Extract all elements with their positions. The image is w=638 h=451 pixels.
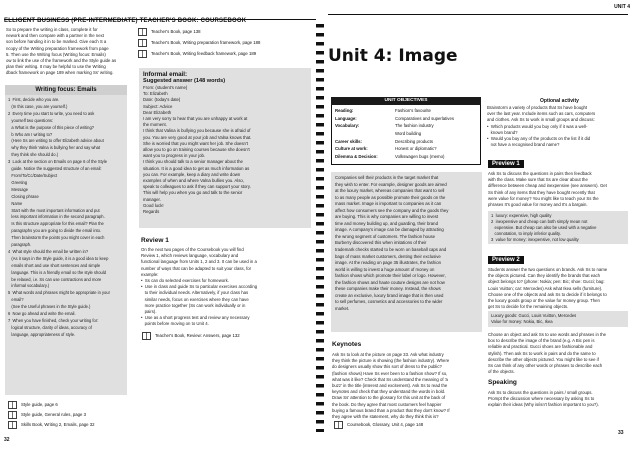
spiral-ring [316, 330, 324, 334]
answer-line: 2 inexpensive and cheap can both simply mean not [491, 219, 588, 224]
spiral-ring [316, 159, 324, 163]
text-line: Students answer the two questions on brands. Ask Ss to name [488, 267, 608, 272]
spiral-ring [316, 213, 324, 217]
keynotes-body [332, 352, 484, 420]
text-line: to as many people as possible promote their goods on the [335, 194, 446, 200]
spiral-ring [316, 384, 324, 388]
text-line: Draw Ss' attention to the glossary for this unit at the back of [332, 395, 446, 401]
book-icon [8, 411, 17, 419]
spiral-ring [316, 150, 324, 154]
text-line: known brand? [487, 129, 518, 135]
text-line: buzz' in the title (interest and excitement). Ask Ss to read the [332, 383, 448, 389]
text-line: market. [335, 305, 350, 311]
step-line: Name [8, 200, 23, 206]
book-icon [138, 39, 147, 47]
preview-2-body [488, 267, 628, 310]
page-number-right: 33 [618, 430, 624, 436]
text-line: So to prepare the writing in class, complete it for [6, 27, 98, 32]
step-line: Closing phrase [8, 193, 39, 199]
text-line: they agree with the statement, why do they think this is? [332, 414, 439, 420]
email-line: you can. For example, keep a diary and write down [143, 171, 241, 177]
reference-label: Skills Book, Writing 2, Emails, page 32 [21, 422, 95, 427]
text-line: bags of mass market customers, denting their exclusive [335, 253, 441, 259]
spiral-ring [316, 276, 324, 280]
objective-key: Career skills: [335, 138, 362, 144]
spiral-ring [316, 105, 324, 109]
spiral-ring [316, 168, 324, 172]
step-line: less important information in the second paragraph. [8, 214, 105, 220]
text-line: similar needs, focus on exercises where they can have [141, 296, 249, 302]
text-line: to sell perfumes, cosmetics and accessories to the wider [335, 299, 443, 305]
email-line: Regards [143, 209, 160, 215]
spiral-ring [316, 411, 324, 415]
text-line: Louis Vuitton; car: Mercedes) Ask what Ikea sells (furniture). [488, 285, 603, 291]
step-line: b Who am I writing to? [8, 131, 53, 137]
email-line: She is worried that you might want her job. She doesn't [143, 140, 248, 146]
reference-label: Coursebook, Glossary, Unit 4, page 148 [347, 422, 424, 427]
text-line: functional language from Units 1, 2 and 3. It can be used in a [141, 259, 257, 265]
step-line: language. This is a friendly email so the style should [8, 269, 107, 275]
reference-label: Teacher's Book, Writing feedback framework, page 189 [151, 51, 257, 56]
text-line: • Would you buy any of the products on the list if it did [487, 136, 591, 142]
text-line: nework and then compare with a partner in the next [6, 33, 104, 39]
text-line: Review 1, which reviews language, vocabulary and [141, 253, 239, 259]
speaking-title: Speaking [488, 379, 517, 386]
step-line: paragraph. [8, 242, 32, 248]
text-line: more practice together (Ss can work individually or in [141, 302, 246, 308]
step-line: guide. Notice the suggested structure of an email: [8, 166, 102, 172]
objective-key: Reading: [335, 108, 354, 113]
text-line: they think the picture is showing (the fashion industry). Where [332, 358, 450, 364]
answer-line: Luxury goods: Gucci, Louis Vuitton, Mercedes [491, 313, 577, 318]
step-line: 6 Now go ahead and write the email. [8, 311, 76, 317]
text-line: difference between cheap and inexpensive (see answers). Get [488, 183, 607, 189]
objective-row [335, 116, 481, 124]
spiral-ring [316, 303, 324, 307]
step-line: yourself two questions: [8, 117, 54, 123]
running-header-left [4, 9, 316, 24]
reference-row[interactable] [138, 39, 308, 48]
text-line: were value for money? You might like to teach your Ss the [488, 195, 599, 201]
objective-value: Word building [395, 131, 422, 137]
spiral-ring [316, 231, 324, 235]
text-line: Prompt the discussion where necessary by asking Ss to [488, 396, 595, 402]
step-line: (Here Ss are writing to offer Elizabeth advice about [8, 138, 104, 144]
step-line: Greeting [8, 179, 28, 185]
email-line: Good luck! [143, 202, 164, 208]
book-icon [138, 28, 147, 36]
answer-line: 3 value for money: inexpensive, not low quality [491, 237, 579, 242]
text-line: • Use as a short progress test and review any necessary [141, 315, 250, 321]
spiral-ring [316, 222, 324, 226]
text-line: keynotes and check that they understand the words in bold. [332, 389, 446, 395]
spiral-ring [316, 402, 324, 406]
objective-row [335, 139, 481, 147]
text-line: example: [141, 271, 159, 277]
objective-value: Comparatives and superlatives [395, 115, 454, 121]
email-line: I think that Valina is bullying you because she is afraid of [143, 128, 251, 134]
text-line: create an exclusive, luxury brand image that is then used [335, 292, 444, 298]
spiral-ring [316, 42, 324, 46]
text-line: the fashion shows and haute couture designs are not how [335, 279, 445, 285]
email-line: examples of when and where Valna bullies you. Also, [143, 178, 244, 184]
book-icon [8, 421, 17, 429]
step-line: 1 First, decide who you are. [8, 97, 60, 102]
reference-label: Style guide, General rules, page 3 [21, 412, 86, 417]
step-line: (In this case, you are yourself.) [8, 103, 68, 109]
email-box-title: Informal email: [143, 71, 188, 78]
text-line: what was it like? Check that Ss understand the meaning of 'a [332, 376, 448, 382]
objective-value: Volkswagen bugs (memo) [395, 154, 445, 160]
step-line: be relaxed, i.e. Ss can use contractions and more [8, 276, 102, 282]
step-line: informal vocabulary.) [8, 283, 50, 289]
email-line: speak to colleagues to ask if they can support your story. [143, 184, 251, 190]
intro-paragraph [6, 27, 126, 77]
step-line: paragraphs you are going to divide the email into. [8, 228, 102, 234]
text-line: not have a recognised brand name? [487, 142, 560, 148]
header-rule [328, 14, 628, 15]
answer-line: Value for money: Nokia, Bic, Ikea [491, 319, 553, 324]
spiral-ring [316, 420, 324, 424]
text-line: these companies make their money. Instead, the shows [335, 286, 441, 292]
unit-objectives-list [335, 108, 481, 162]
objective-value: Fashion's favourite [395, 108, 431, 113]
glossary-ref[interactable] [334, 421, 484, 430]
spiral-ring [316, 141, 324, 145]
email-line: want you to progress in your job. [143, 153, 206, 159]
spiral-ring [316, 204, 324, 208]
step-line: logical structure, clarity of ideas, accuracy of [8, 324, 92, 330]
spiral-ring [316, 78, 324, 82]
step-line: they think she should do.) [8, 152, 59, 158]
book-icon [334, 421, 343, 429]
text-line: trademark checks started to be worn on baseball caps and [335, 247, 447, 253]
text-line: over the last year. Include items such as cars, computers [487, 111, 596, 117]
step-line: Message [8, 186, 29, 192]
preview-1-title: Preview 1 [488, 160, 524, 168]
step-line: 2 Every time you start to write, you need to ask [8, 110, 95, 116]
text-line: pairs). [141, 309, 157, 315]
text-line: get Ss to decide for the remaining objects. [488, 304, 569, 310]
email-line: Dear Elizabeth [143, 109, 172, 115]
spiral-ring [316, 24, 324, 28]
step-line: language, appropriateness of style. [8, 331, 76, 337]
step-line: why they think Valna is bullying her and say what [8, 145, 101, 151]
text-line: stylish). Then ask Ss to work in pairs and do the same to [488, 350, 596, 356]
preview-1-body [488, 171, 628, 208]
spiral-ring [316, 357, 324, 361]
step-line: (See the Useful phrases in the Style guide.) [8, 304, 91, 310]
objective-key: Vocabulary: [335, 123, 360, 129]
text-line: affect how consumers see the company and the goods they [335, 207, 449, 213]
objective-row [335, 154, 481, 162]
step-line: 5 What words and phrases might be appropriate in your [8, 290, 110, 296]
step-line: Start with the most important information and put [8, 207, 100, 213]
text-line: On the next two pages of the Coursebook you will find [141, 247, 244, 252]
reference-row[interactable] [8, 401, 128, 410]
objective-row [335, 108, 481, 116]
text-line: to their individual needs. Alternatively, if your class has [141, 290, 249, 296]
objective-value: Honest or diplomatic? [395, 146, 437, 152]
text-line: ow to link the use of the framework and the Style guide as [6, 58, 117, 64]
objective-row [335, 123, 481, 131]
page-number-left: 32 [4, 437, 10, 443]
answer-line: 1 luxury: expensive, high quality [491, 213, 552, 218]
preview-2-answer-list [491, 313, 625, 325]
text-line: at the luxury market, whereas companies that want to sell [335, 188, 445, 194]
step-line: 4 What style should the email be written in? [8, 248, 89, 254]
review-body [141, 247, 313, 328]
answer-line: expensive. But cheap can also be used with a negative [491, 225, 597, 230]
reference-label: Teacher's Book, Writing preparation framework, page 188 [151, 40, 261, 45]
text-line: points before moving on to Unit 4. [141, 321, 209, 327]
text-line: Choose one of the objects and ask Ss to decide if it belongs to [488, 291, 607, 297]
objective-value: The fashion industry [395, 123, 434, 129]
objective-row [335, 146, 481, 154]
text-line: Brainstorm a variety of products that Ss have bought [487, 105, 588, 110]
spiral-ring [316, 258, 324, 262]
spiral-ring [316, 60, 324, 64]
text-line: world is willing to invest a huge amount of money on [335, 266, 435, 272]
email-body [143, 85, 307, 215]
answer-line: connotation, to imply inferior quality. [491, 231, 561, 236]
step-line: emails short and use short sentences and simple [8, 262, 101, 268]
spiral-ring [316, 195, 324, 199]
text-line: mass market. Image is important to companies as it can [335, 201, 442, 207]
text-line: fashion shows which promote their label or logo. However, [335, 273, 446, 279]
book-icon [8, 401, 17, 409]
text-line: Companies sell their products in the target market that [335, 175, 439, 180]
book-icon [138, 50, 147, 58]
spiral-ring [316, 177, 324, 181]
text-line: of the objects. [488, 369, 515, 375]
text-line: ncopy of the Writing preparation framework from page [6, 45, 109, 51]
email-line: the moment. [143, 122, 167, 128]
email-line: Subject: Advice [143, 103, 173, 109]
writing-focus-steps [5, 95, 127, 341]
informal-email-box [139, 68, 311, 228]
speaking-body [488, 390, 628, 409]
spiral-ring [316, 114, 324, 118]
step-line: 7 When you have finished, check your writing for: [8, 318, 99, 323]
spiral-ring [316, 69, 324, 73]
spiral-ring [316, 339, 324, 343]
writing-focus-box [5, 85, 127, 395]
text-line: image. At the reading on page 35 illustrates, the fashion [335, 260, 442, 266]
left-reference-list [8, 401, 128, 431]
preview-2-title: Preview 2 [488, 256, 524, 264]
text-line: • Use in class and guide Ss to particular exercises according [141, 284, 258, 290]
step-line: Is this structure appropriate for this email? Plan the [8, 221, 104, 227]
email-line: I am very sorry to hear that you are unhappy at work at [143, 116, 248, 122]
text-line: Ask Ss to look at the picture on page 33. Ask what industry [332, 352, 444, 357]
text-line: the book. Do they agree that most customers feel happier [332, 401, 442, 407]
reference-row[interactable] [138, 50, 308, 59]
preview-1-answers [488, 211, 628, 244]
reference-label: Teacher's Book, Review: Answers, page 132 [155, 333, 240, 338]
text-line: image. A company's image can be damaged by attracting [335, 227, 444, 233]
step-line: email? [8, 297, 24, 303]
spiral-ring [316, 96, 324, 100]
email-line: This will help you when you go and talk to the senior [143, 190, 243, 196]
reference-label: Teacher's Book, page 138 [151, 29, 201, 34]
email-line: I think you should talk to a senior manager about the [143, 159, 243, 165]
text-line: do designers usually show this sort of dress to the public? [332, 364, 442, 370]
preview-2-answers [488, 311, 628, 327]
email-line: allow you to go on training courses because she doesn't [143, 147, 250, 153]
text-line: phrases It's good value for money and It's a bargain. [488, 202, 588, 208]
text-line: number of ways that can be adapted to suit your class, for [141, 265, 252, 271]
objective-key: Culture at work: [335, 146, 368, 152]
spiral-ring [316, 267, 324, 271]
text-line: Choose an object and ask Ss to use words and phrases in the [488, 332, 606, 337]
step-line: a What is the purpose of this piece of writing? [8, 124, 95, 130]
spiral-ring [316, 87, 324, 91]
text-line: reliable and practical. Gucci shoes are fashionable and [488, 344, 593, 350]
spiral-ring [316, 249, 324, 253]
objective-key: Language: [335, 115, 357, 121]
spiral-ring [316, 321, 324, 325]
text-line: describe the other objects pictured. You might like to see if [488, 356, 599, 362]
text-line: dback framework on page 189 when marking Ss' writing. [6, 70, 114, 76]
optional-activity-body [487, 105, 627, 148]
reference-row[interactable] [8, 411, 128, 420]
reference-row[interactable] [138, 28, 308, 37]
optional-activity-title: Optional activity [540, 98, 579, 104]
objective-value: Describing products [395, 138, 433, 144]
text-line: • Which products would you buy only if it was a well- [487, 123, 588, 129]
email-box-subtitle: Suggested answer (148 words) [143, 78, 226, 84]
spiral-ring [316, 312, 324, 316]
text-line: son before handing it in to be marked. Give each S a [6, 39, 107, 45]
writing-focus-title: Writing focus: Emails [5, 85, 127, 95]
spiral-ring [316, 429, 324, 432]
preview-2-followup [488, 332, 628, 375]
step-line: From/To/Cc/Date/Subject [8, 172, 58, 178]
spiral-ring [316, 186, 324, 190]
spiral-ring [316, 240, 324, 244]
spiral-ring [316, 51, 324, 55]
text-line: and clothes. Ask Ss to work in small groups and discuss: [487, 117, 595, 123]
text-line: the wrong segment of customers. The fashion house [335, 233, 435, 239]
text-line: • Ss can do selected exercises for homework. [141, 278, 229, 284]
reference-row[interactable] [8, 421, 128, 430]
text-line: box to describe the image of the brand (e.g. A Bic pen is [488, 338, 595, 344]
preview-1-answer-list [491, 213, 625, 243]
spiral-ring [316, 375, 324, 379]
email-line: you. You are very good at your job and Valna knows that. [143, 134, 252, 140]
email-line: manager. [143, 196, 161, 202]
text-line: object belongs to? (phone: Nokia; pen: Bic; shoe: Gucci; bag: [488, 279, 605, 285]
step-line: Then brainstorm the points you might cover in each [8, 235, 105, 241]
reference-label: Style guide, page 6 [21, 402, 58, 407]
text-line: 5. Then use the Writing focus (Writing focus: Emails) [6, 51, 106, 57]
unit-intro-box [331, 172, 482, 332]
spiral-ring [316, 366, 324, 370]
spiral-ring [316, 123, 324, 127]
spiral-ring [316, 33, 324, 37]
text-line: Ss think of any items that they have bought recently that [488, 189, 595, 195]
text-line: Ss can think of any other words or phrases to describe each [488, 363, 603, 369]
review-answers-ref[interactable] [142, 332, 312, 341]
text-line: they wish to enter. For example, designer goods are aimed [335, 181, 447, 187]
text-line: buying a famous brand than a product that they don't know? If [332, 407, 450, 413]
text-line: the luxury goods group or the value for money group. Then [488, 298, 600, 304]
text-line: Burberry discovered this when imitations of their [335, 240, 427, 246]
text-line: Ask Ss to discuss the questions in pairs / small groups. [488, 390, 593, 395]
text-line: explain their ideas (Why is/isn't fashion important to you?). [488, 402, 599, 408]
email-line: Date: (today's date) [143, 97, 181, 103]
running-header-right: UNIT 4 [614, 4, 630, 10]
spiral-ring [316, 285, 324, 289]
book-icon [142, 332, 151, 340]
unit-objectives-title: UNIT OBJECTIVES [331, 97, 481, 105]
step-line: (As it says in the Style guide, it is a good idea to keep [8, 255, 109, 261]
text-line: Ask Ss to discuss the questions in pairs then feedback [488, 171, 592, 176]
keynotes-title: Keynotes [332, 341, 362, 348]
text-line: time and money building up, and guarding, their brand [335, 220, 438, 226]
spiral-ring [316, 393, 324, 397]
mid-reference-list [138, 28, 308, 61]
email-line: To: Elizabeth [143, 91, 168, 97]
unit-title: Unit 4: Image [328, 46, 458, 66]
email-line: situation. It is a good idea to get as much information as [143, 165, 250, 171]
objective-row [335, 131, 481, 139]
text-line: plan their writing. It may be helpful to use the Writing [6, 64, 106, 70]
email-line: From: (student's name) [143, 85, 188, 90]
spiral-ring [316, 132, 324, 136]
spiral-binding [316, 22, 324, 432]
running-header-text: ELLIGENT BUSINESS (PRE-INTERMEDIATE) TEACHER'S BOOK: COURSEBOOK [4, 18, 247, 24]
review-title: Review 1 [141, 237, 169, 244]
step-line: 3 Look at the section on Emails on page 6 of the Style [8, 159, 107, 165]
text-line: (fashion shows) Have Ss ever been to a fashion show? If so, [332, 370, 448, 376]
spiral-ring [316, 294, 324, 298]
objective-key: Dilemma & Decision: [335, 154, 378, 160]
spiral-ring [316, 348, 324, 352]
unit-intro-text [335, 175, 478, 312]
text-line: are buying. This is why companies are willing to invest [335, 214, 439, 220]
text-line: with the class. Make sure that Ss are clear about the [488, 177, 588, 183]
text-line: the objects pictured. Can they identify the brands that each [488, 273, 601, 279]
